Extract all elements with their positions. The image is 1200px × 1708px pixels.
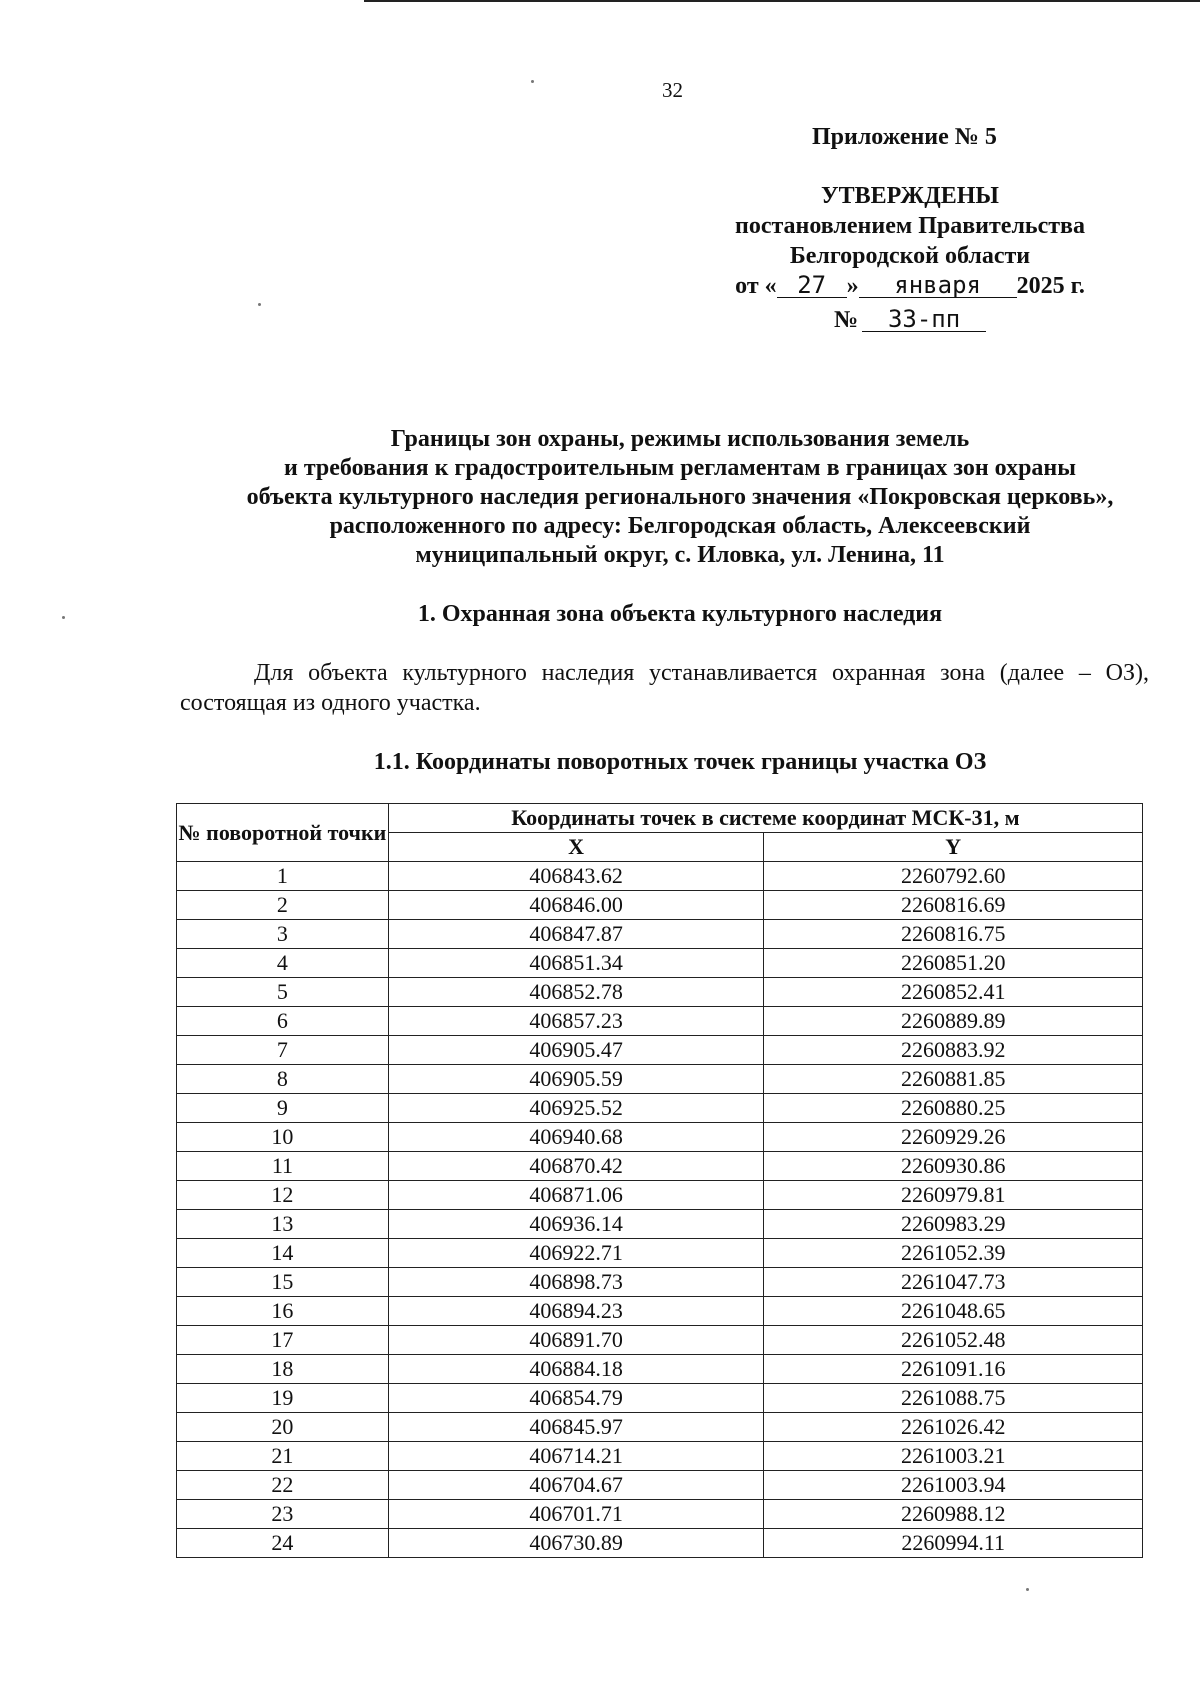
y-coordinate-cell: 2261003.21 — [764, 1442, 1143, 1471]
y-coordinate-cell: 2260983.29 — [764, 1210, 1143, 1239]
x-coordinate-cell: 406847.87 — [388, 920, 764, 949]
x-coordinate-cell: 406845.97 — [388, 1413, 764, 1442]
point-number-cell: 17 — [177, 1326, 389, 1355]
y-coordinate-cell: 2260930.86 — [764, 1152, 1143, 1181]
table-row — [177, 1094, 1143, 1123]
y-coordinate-cell: 2260816.69 — [764, 891, 1143, 920]
y-coordinate-cell: 2260880.25 — [764, 1094, 1143, 1123]
coordinates-table — [176, 803, 1143, 1558]
y-coordinate-cell: 2260929.26 — [764, 1123, 1143, 1152]
y-coordinate-cell: 2260889.89 — [764, 1007, 1143, 1036]
table-row — [177, 1326, 1143, 1355]
table-row — [177, 1036, 1143, 1065]
x-coordinate-cell: 406940.68 — [388, 1123, 764, 1152]
y-coordinate-cell: 2261052.48 — [764, 1326, 1143, 1355]
table-row — [177, 1210, 1143, 1239]
y-coordinate-cell: 2260851.20 — [764, 949, 1143, 978]
decree-number: 33-пп — [862, 307, 986, 332]
y-coordinate-cell: 2260979.81 — [764, 1181, 1143, 1210]
approval-line-2: Белгородской области — [789, 243, 1031, 269]
x-coordinate-cell: 406905.59 — [388, 1065, 764, 1094]
point-number-cell: 21 — [177, 1442, 389, 1471]
point-number-cell: 11 — [177, 1152, 389, 1181]
point-number-cell: 22 — [177, 1471, 389, 1500]
title-line-5: муниципальный округ, с. Иловка, ул. Ленина, 11 — [415, 542, 945, 568]
table-row — [177, 1123, 1143, 1152]
title-line-3: объекта культурного наследия регионального значения «Покровская церковь», — [246, 484, 1114, 510]
table-row — [177, 1471, 1143, 1500]
table-row — [177, 1529, 1143, 1558]
header-coordinates: Координаты точек в системе координат МСК-31, м — [388, 804, 1142, 833]
table-row — [177, 1413, 1143, 1442]
y-coordinate-cell: 2260881.85 — [764, 1065, 1143, 1094]
y-coordinate-cell: 2261047.73 — [764, 1268, 1143, 1297]
header-point-number: № поворотной точки — [177, 804, 389, 862]
approval-line-1: постановлением Правительства — [734, 213, 1085, 239]
point-number-cell: 19 — [177, 1384, 389, 1413]
header-y: Y — [764, 833, 1143, 862]
x-coordinate-cell: 406852.78 — [388, 978, 764, 1007]
title-line-1: Границы зон охраны, режимы использования земель — [390, 426, 970, 452]
table-row — [177, 891, 1143, 920]
point-number-cell: 15 — [177, 1268, 389, 1297]
table-row — [177, 1239, 1143, 1268]
y-coordinate-cell: 2260994.11 — [764, 1529, 1143, 1558]
point-number-cell: 13 — [177, 1210, 389, 1239]
y-coordinate-cell: 2261088.75 — [764, 1384, 1143, 1413]
appendix-label: Приложение № 5 — [812, 124, 997, 150]
approval-number — [700, 305, 1120, 335]
y-coordinate-cell: 2261003.94 — [764, 1471, 1143, 1500]
scan-speck — [1026, 1588, 1029, 1591]
point-number-cell: 24 — [177, 1529, 389, 1558]
x-coordinate-cell: 406871.06 — [388, 1181, 764, 1210]
point-number-cell: 12 — [177, 1181, 389, 1210]
table-row — [177, 978, 1143, 1007]
x-coordinate-cell: 406851.34 — [388, 949, 764, 978]
table-row — [177, 1181, 1143, 1210]
x-coordinate-cell: 406854.79 — [388, 1384, 764, 1413]
x-coordinate-cell: 406870.42 — [388, 1152, 764, 1181]
x-coordinate-cell: 406704.67 — [388, 1471, 764, 1500]
y-coordinate-cell: 2260816.75 — [764, 920, 1143, 949]
point-number-cell: 1 — [177, 862, 389, 891]
scan-speck — [531, 80, 534, 83]
table-row — [177, 1065, 1143, 1094]
section-1-heading: 1. Охранная зона объекта культурного наследия — [417, 601, 943, 627]
y-coordinate-cell: 2261026.42 — [764, 1413, 1143, 1442]
title-line-2: и требования к градостроительным регламентам в границах зон охраны — [284, 455, 1076, 481]
point-number-cell: 20 — [177, 1413, 389, 1442]
point-number-cell: 3 — [177, 920, 389, 949]
x-coordinate-cell: 406925.52 — [388, 1094, 764, 1123]
table-row — [177, 1268, 1143, 1297]
x-coordinate-cell: 406894.23 — [388, 1297, 764, 1326]
x-coordinate-cell: 406714.21 — [388, 1442, 764, 1471]
table-row — [177, 920, 1143, 949]
x-coordinate-cell: 406857.23 — [388, 1007, 764, 1036]
y-coordinate-cell: 2260988.12 — [764, 1500, 1143, 1529]
number-prefix: № — [833, 307, 859, 333]
table-row — [177, 1297, 1143, 1326]
table-row — [177, 1355, 1143, 1384]
date-prefix: от « — [735, 273, 777, 299]
x-coordinate-cell: 406884.18 — [388, 1355, 764, 1384]
table-row — [177, 862, 1143, 891]
point-number-cell: 5 — [177, 978, 389, 1007]
x-coordinate-cell: 406922.71 — [388, 1239, 764, 1268]
subsection-1-1-heading: 1.1. Координаты поворотных точек границы участка ОЗ — [373, 749, 987, 775]
y-coordinate-cell: 2260883.92 — [764, 1036, 1143, 1065]
y-coordinate-cell: 2261052.39 — [764, 1239, 1143, 1268]
top-border-line — [364, 0, 1200, 2]
date-mid: » — [846, 273, 859, 299]
point-number-cell: 7 — [177, 1036, 389, 1065]
point-number-cell: 14 — [177, 1239, 389, 1268]
scan-speck — [62, 616, 65, 619]
y-coordinate-cell: 2260852.41 — [764, 978, 1143, 1007]
date-year: 2025 г. — [1016, 273, 1085, 299]
x-coordinate-cell: 406846.00 — [388, 891, 764, 920]
table-row — [177, 1152, 1143, 1181]
point-number-cell: 8 — [177, 1065, 389, 1094]
table-row — [177, 949, 1143, 978]
x-coordinate-cell: 406843.62 — [388, 862, 764, 891]
point-number-cell: 23 — [177, 1500, 389, 1529]
document-title — [160, 425, 1200, 570]
table-row — [177, 1007, 1143, 1036]
table-row — [177, 1442, 1143, 1471]
table-row — [177, 1500, 1143, 1529]
x-coordinate-cell: 406936.14 — [388, 1210, 764, 1239]
x-coordinate-cell: 406730.89 — [388, 1529, 764, 1558]
table-row — [177, 1384, 1143, 1413]
x-coordinate-cell: 406905.47 — [388, 1036, 764, 1065]
approval-block — [700, 181, 1120, 335]
point-number-cell: 4 — [177, 949, 389, 978]
title-line-4: расположенного по адресу: Белгородская область, Алексеевский — [329, 513, 1031, 539]
x-coordinate-cell: 406891.70 — [388, 1326, 764, 1355]
approval-heading: УТВЕРЖДЕНЫ — [821, 183, 999, 209]
coordinates-table-body — [177, 862, 1143, 1558]
page-number: 32 — [662, 78, 683, 102]
y-coordinate-cell: 2261048.65 — [764, 1297, 1143, 1326]
point-number-cell: 10 — [177, 1123, 389, 1152]
date-month: января — [859, 273, 1017, 298]
y-coordinate-cell: 2260792.60 — [764, 862, 1143, 891]
x-coordinate-cell: 406898.73 — [388, 1268, 764, 1297]
y-coordinate-cell: 2261091.16 — [764, 1355, 1143, 1384]
point-number-cell: 2 — [177, 891, 389, 920]
section-1-paragraph: Для объекта культурного наследия устанавливается охранная зона (далее – ОЗ), состоящая из одного участка. — [180, 660, 1149, 716]
point-number-cell: 18 — [177, 1355, 389, 1384]
date-day: 27 — [777, 273, 847, 298]
header-x: X — [388, 833, 764, 862]
point-number-cell: 9 — [177, 1094, 389, 1123]
point-number-cell: 16 — [177, 1297, 389, 1326]
point-number-cell: 6 — [177, 1007, 389, 1036]
approval-date — [700, 271, 1120, 301]
scan-speck — [258, 303, 261, 306]
x-coordinate-cell: 406701.71 — [388, 1500, 764, 1529]
